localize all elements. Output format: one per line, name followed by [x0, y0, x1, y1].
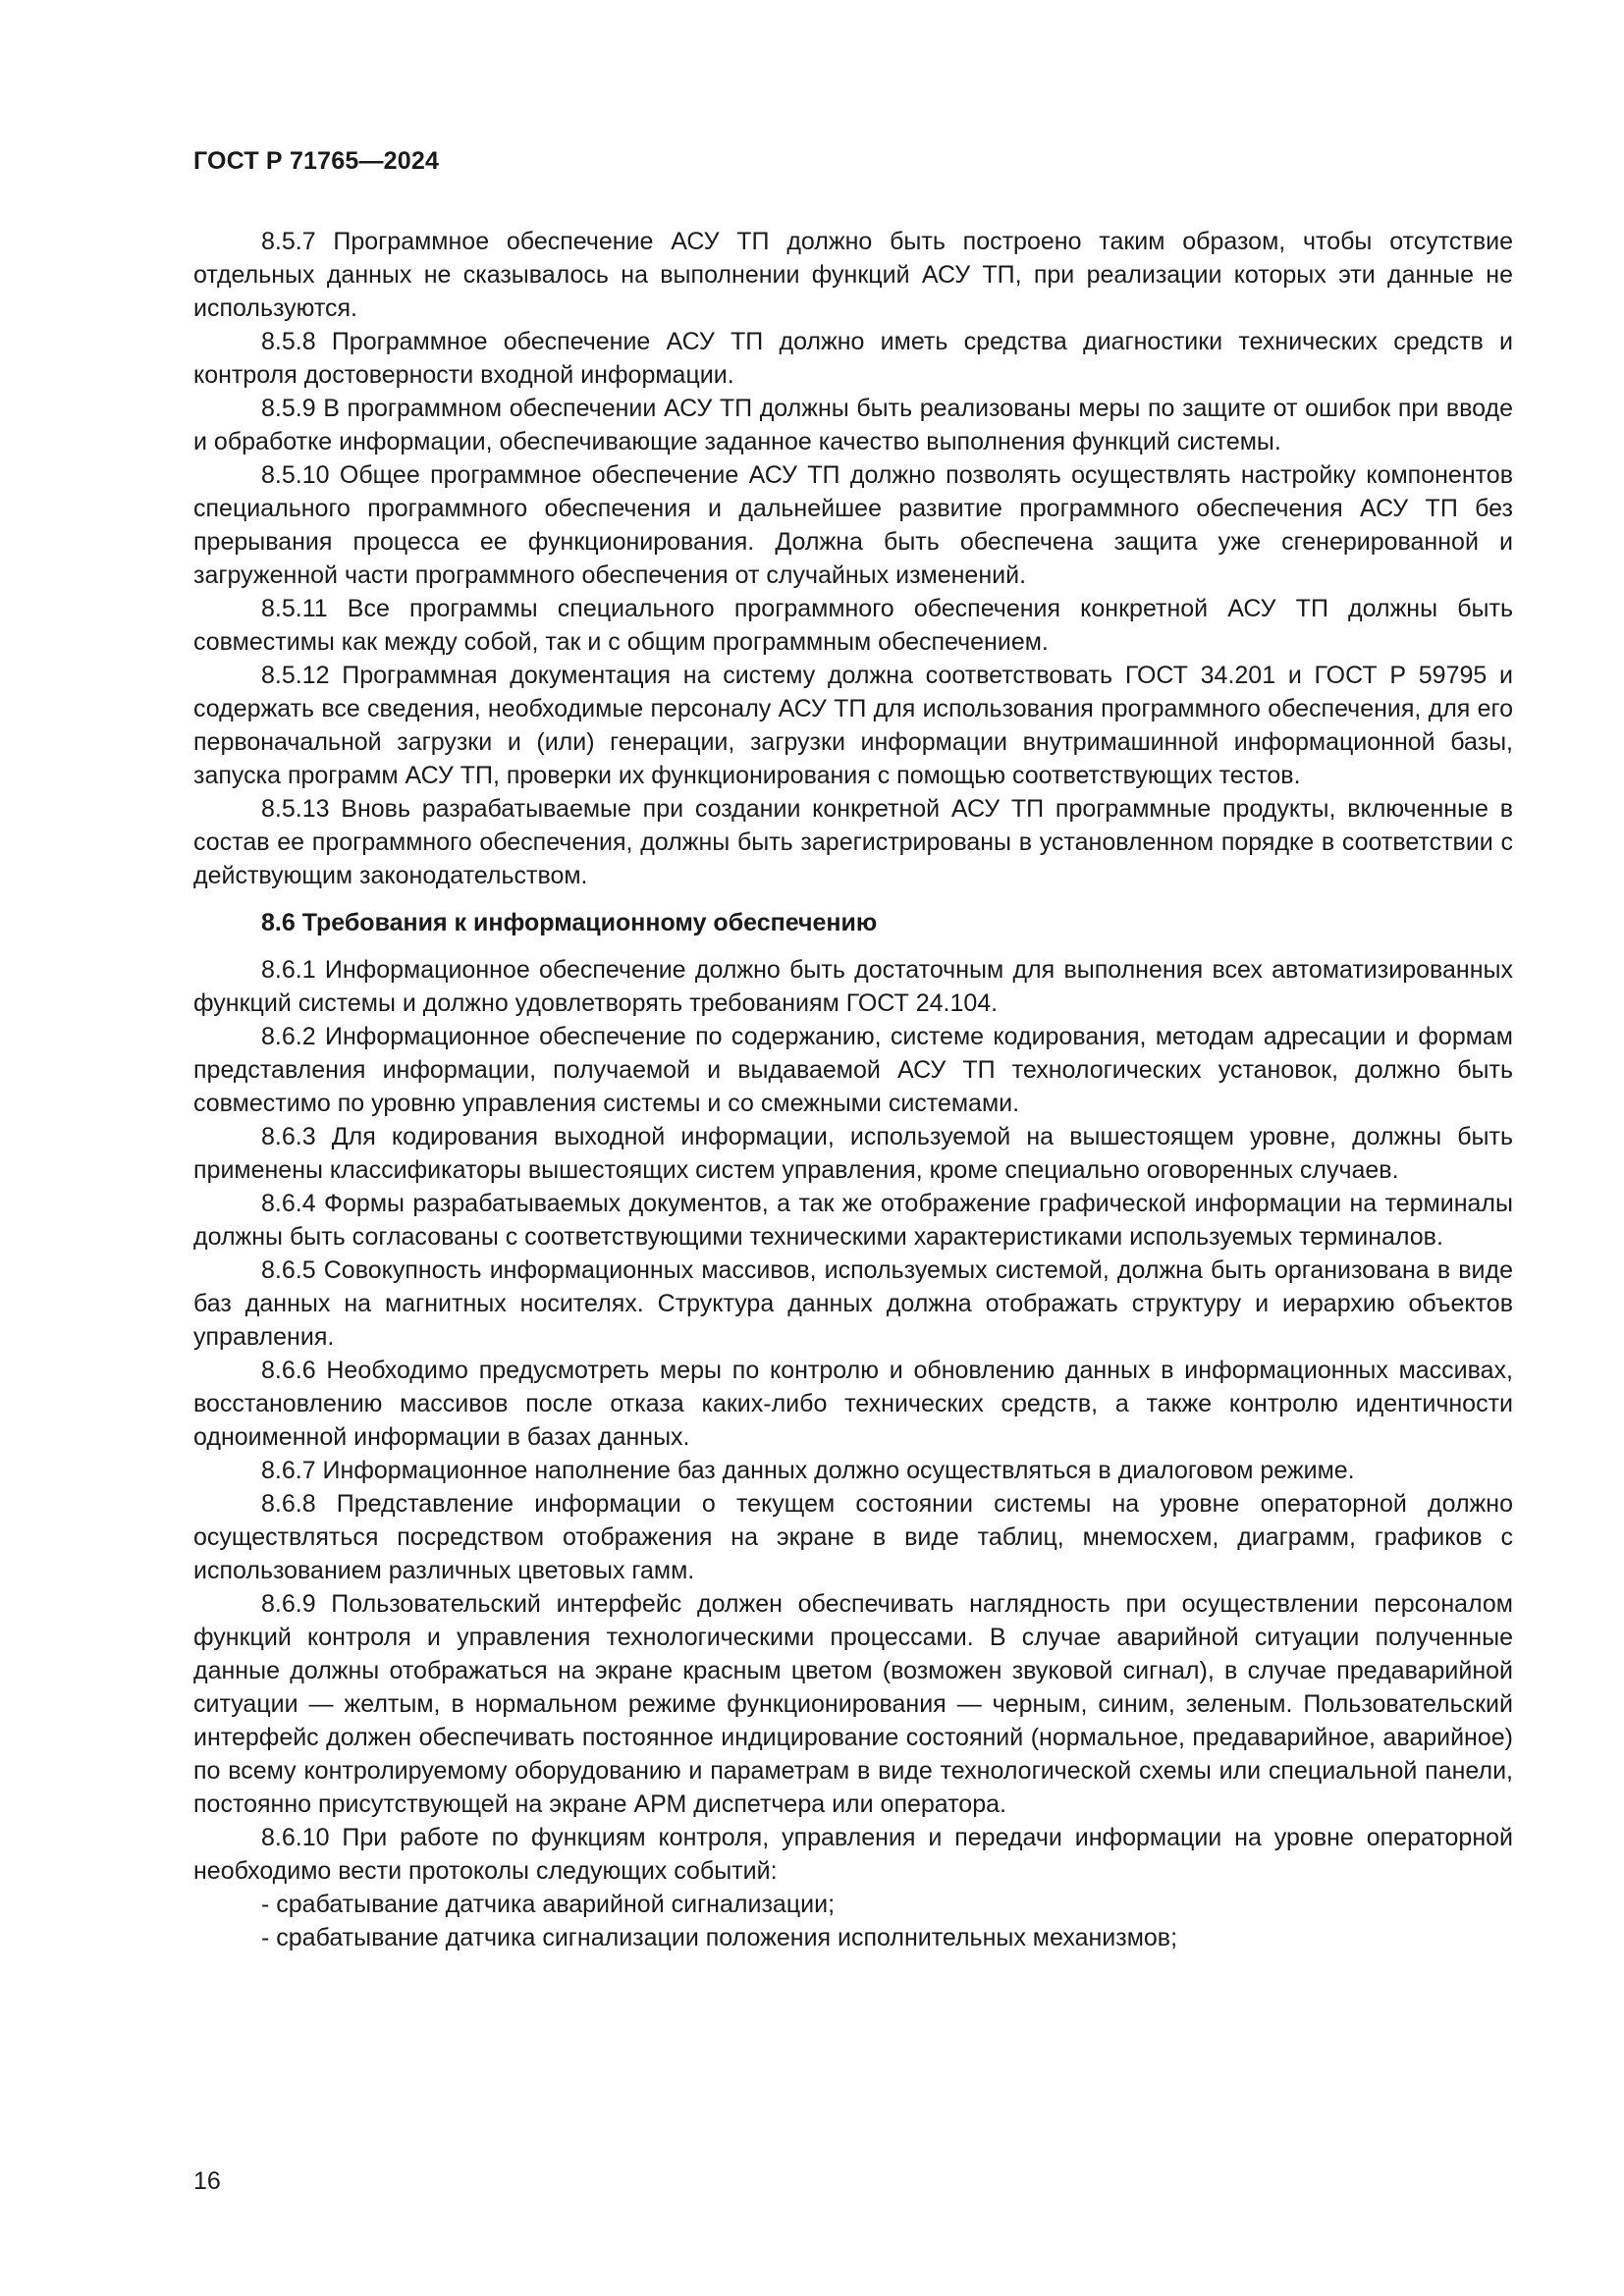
paragraph-8-6-1: 8.6.1 Информационное обеспечение должно быть достаточным для выполнения всех автоматизированных функций системы и должно удовлетворять требованиям ГОСТ 24.104. — [193, 956, 1513, 1017]
paragraph-8-6-8: 8.6.8 Представление информации о текущем состоянии системы на уровне операторной должно осуществляться посредством отображения на экране в виде таблиц, мнемосхем, диаграмм, графиков с использованием различных цветовых гамм. — [193, 1490, 1513, 1584]
document-body — [193, 225, 1513, 1954]
list-item: - срабатывание датчика сигнализации положения исполнительных механизмов; — [261, 1924, 1178, 1951]
paragraph-8-5-10: 8.5.10 Общее программное обеспечение АСУ ТП должно позволять осуществлять настройку компонентов специального программного обеспечения и дальнейшее развитие программного обеспечения АСУ ТП без прерывания процесса ее функционирования. Должна быть обеспечена защита уже сгенерированной и загруженной части программного обеспечения от случайных изменений. — [193, 461, 1513, 589]
page-number: 16 — [193, 2167, 221, 2195]
paragraph-8-6-7: 8.6.7 Информационное наполнение баз данных должно осуществляться в диалоговом режиме. — [261, 1457, 1355, 1484]
paragraph-8-5-7: 8.5.7 Программное обеспечение АСУ ТП должно быть построено таким образом, чтобы отсутствие отдельных данных не сказывалось на выполнении функций АСУ ТП, при реализации которых эти данные не используются. — [193, 228, 1513, 322]
section-heading-8-6: 8.6 Требования к информационному обеспечению — [261, 909, 878, 936]
paragraph-8-5-8: 8.5.8 Программное обеспечение АСУ ТП должно иметь средства диагностики технических средств и контроля достоверности входной информации. — [193, 328, 1513, 389]
paragraph-8-5-11: 8.5.11 Все программы специального программного обеспечения конкретной АСУ ТП должны быть совместимы как между собой, так и с общим программным обеспечением. — [193, 595, 1513, 656]
paragraph-8-5-12: 8.5.12 Программная документация на систему должна соответствовать ГОСТ 34.201 и ГОСТ Р 59795 и содержать все сведения, необходимые персоналу АСУ ТП для использования программного обеспечения, для его первоначальной загрузки и (или) генерации, загрузки информации внутримашинной информационной базы, запуска программ АСУ ТП, проверки их функционирования с помощью соответствующих тестов. — [193, 662, 1513, 789]
paragraph-8-5-13: 8.5.13 Вновь разрабатываемые при создании конкретной АСУ ТП программные продукты, включенные в состав ее программного обеспечения, должны быть зарегистрированы в установленном порядке в соответствии с действующим законодательством. — [193, 795, 1513, 889]
paragraph-8-6-3: 8.6.3 Для кодирования выходной информации, используемой на вышестоящем уровне, должны быть применены классификаторы вышестоящих систем управления, кроме специально оговоренных случаев. — [193, 1123, 1513, 1184]
paragraph-8-6-9: 8.6.9 Пользовательский интерфейс должен обеспечивать наглядность при осуществлении персоналом функций контроля и управления технологическими процессами. В случае аварийной ситуации полученные данные должны отображаться на экране красным цветом (возможен звуковой сигнал), в случае предаварийной ситуации — желтым, в нормальном режиме функционирования — черным, синим, зеленым. Пользовательский интерфейс должен обеспечивать постоянное индицирование состояний (нормальное, предаварийное, аварийное) по всему контролируемому оборудованию и параметрам в виде технологической схемы или специальной панели, постоянно присутствующей на экране АРМ диспетчера или оператора. — [193, 1590, 1513, 1818]
paragraph-8-6-5: 8.6.5 Совокупность информационных массивов, используемых системой, должна быть организована в виде баз данных на магнитных носителях. Структура данных должна отображать структуру и иерархию объектов управления. — [193, 1256, 1513, 1351]
list-item: - срабатывание датчика аварийной сигнализации; — [261, 1891, 836, 1918]
document-header: ГОСТ Р 71765—2024 — [193, 147, 440, 175]
paragraph-8-6-6: 8.6.6 Необходимо предусмотреть меры по контролю и обновлению данных в информационных массивах, восстановлению массивов после отказа каких-либо технических средств, а также контролю идентичности одноименной информации в базах данных. — [193, 1357, 1513, 1451]
paragraph-8-6-4: 8.6.4 Формы разрабатываемых документов, а так же отображение графической информации на терминалы должны быть согласованы с соответствующими техническими характеристиками используемых терминалов. — [193, 1190, 1513, 1251]
paragraph-8-6-2: 8.6.2 Информационное обеспечение по содержанию, системе кодирования, методам адресации и формам представления информации, получаемой и выдаваемой АСУ ТП технологических установок, должно быть совместимо по уровню управления системы и со смежными системами. — [193, 1023, 1513, 1117]
paragraph-8-6-10: 8.6.10 При работе по функциям контроля, управления и передачи информации на уровне операторной необходимо вести протоколы следующих событий: — [193, 1824, 1513, 1885]
paragraph-8-5-9: 8.5.9 В программном обеспечении АСУ ТП должны быть реализованы меры по защите от ошибок при вводе и обработке информации, обеспечивающие заданное качество выполнения функций системы. — [193, 395, 1513, 455]
